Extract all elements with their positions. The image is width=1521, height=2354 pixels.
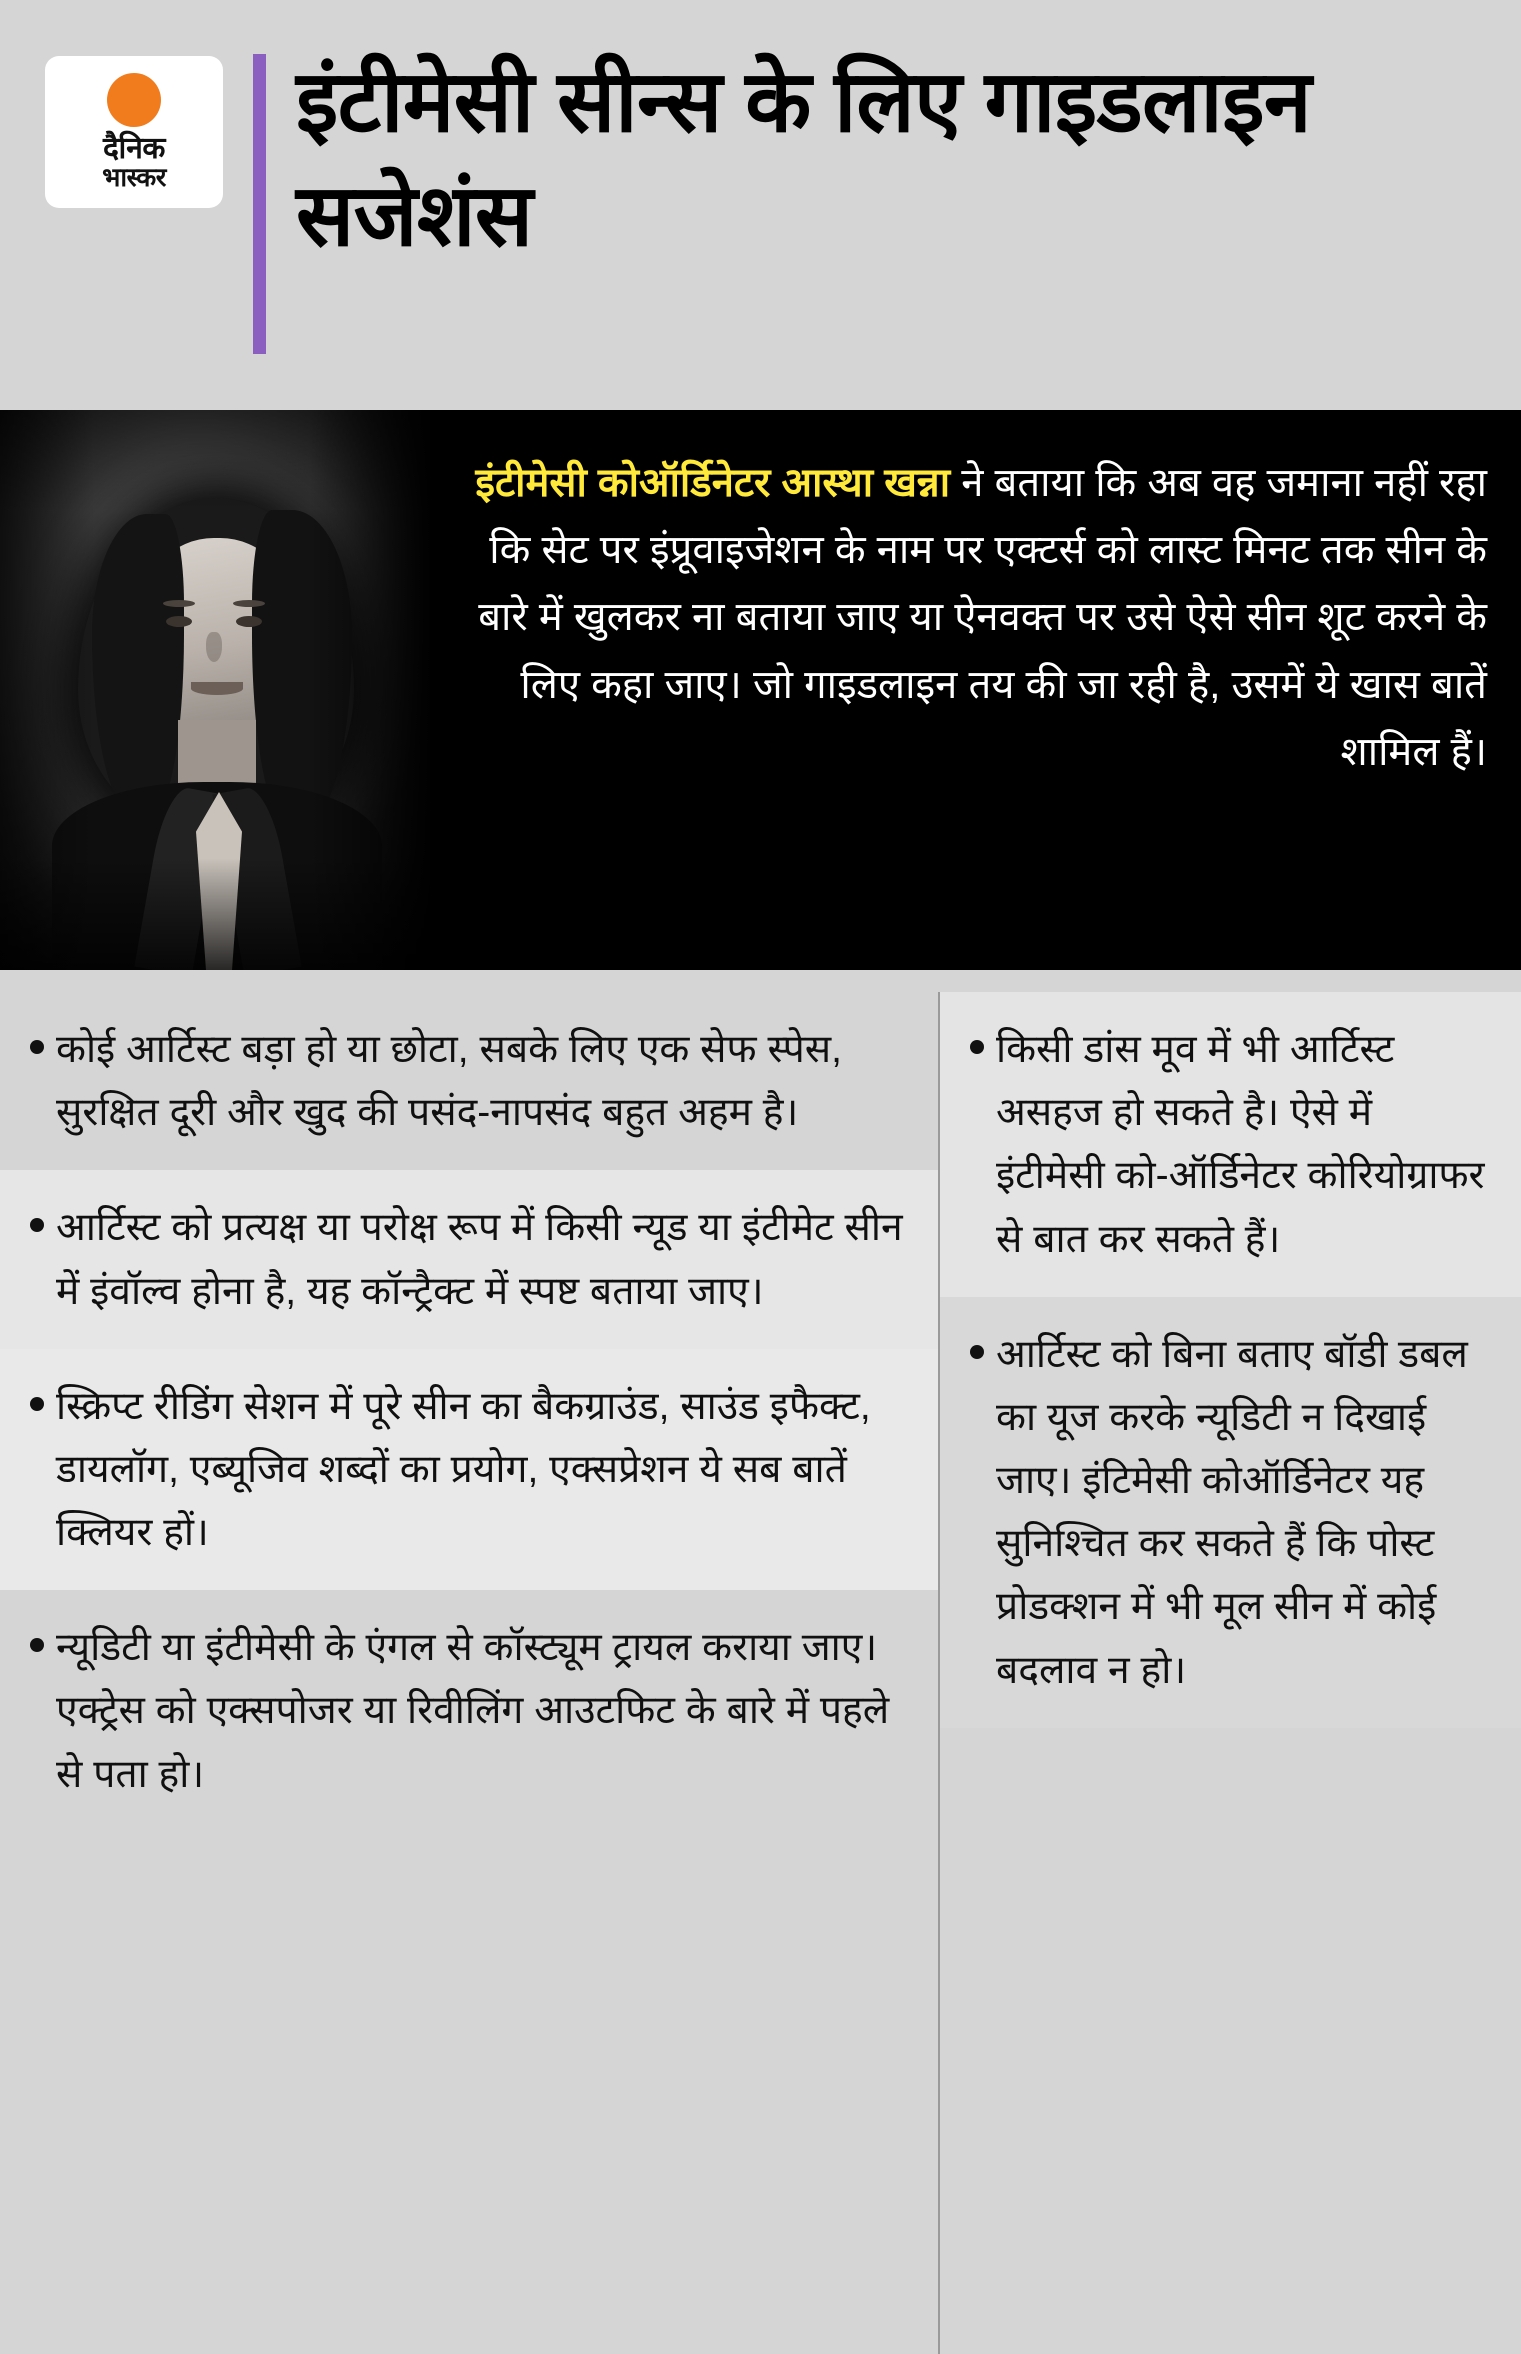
- list-item-text: आर्टिस्ट को बिना बताए बॉडी डबल का यूज करके न्यूडिटी न दिखाई जाए। इंटिमेसी कोऑर्डिनेटर यह सुनिश्चित कर सकते हैं कि पोस्ट प्रोडक्शन में भी मूल सीन में कोई बदलाव न हो।: [996, 1332, 1468, 1692]
- accent-bar: [253, 54, 266, 354]
- brand-logo: [45, 56, 223, 208]
- bullet-icon: [970, 1345, 984, 1359]
- bullet-icon: [30, 1638, 44, 1652]
- list-item: [0, 1349, 938, 1591]
- sun-icon: [107, 73, 161, 127]
- list-item-text: किसी डांस मूव में भी आर्टिस्ट असहज हो सकते है। ऐसे में इंटीमेसी को-ऑर्डिनेटर कोरियोग्राफर से बात कर सकते हैं।: [996, 1028, 1485, 1261]
- list-item-text: कोई आर्टिस्ट बड़ा हो या छोटा, सबके लिए एक सेफ स्पेस, सुरक्षित दूरी और खुद की पसंद-नापसंद बहुत अहम है।: [56, 1028, 842, 1135]
- list-item-text: आर्टिस्ट को प्रत्यक्ष या परोक्ष रूप में किसी न्यूड या इंटीमेट सीन में इंवॉल्व होना है, यह कॉन्ट्रैक्ट में स्पष्ट बताया जाए।: [56, 1206, 903, 1313]
- list-item-text: स्क्रिप्ट रीडिंग सेशन में पूरे सीन का बैकग्राउंड, साउंड इफैक्ट, डायलॉग, एब्यूजिव शब्दों का प्रयोग, एक्सप्रेशन ये सब बातें क्लियर हों।: [56, 1384, 871, 1555]
- brand-logo-line1: दैनिक: [103, 131, 165, 165]
- points-section: [0, 970, 1521, 2354]
- list-item: [0, 992, 938, 1170]
- header: [0, 0, 1521, 410]
- list-item: [0, 1590, 938, 1832]
- list-item: [0, 1170, 938, 1348]
- points-column-left: [0, 992, 940, 2354]
- portrait-image: [0, 410, 430, 970]
- brand-logo-line2: भास्कर: [102, 162, 166, 193]
- bullet-icon: [30, 1397, 44, 1411]
- intro-text: [430, 410, 1521, 970]
- intro-highlight: इंटीमेसी कोऑर्डिनेटर आस्था खन्ना: [475, 461, 951, 505]
- page-title: इंटीमेसी सीन्स के लिए गाइडलाइन सजेशंस: [296, 54, 1312, 264]
- list-item: [940, 992, 1521, 1297]
- intro-band: [0, 410, 1521, 970]
- bullet-icon: [30, 1040, 44, 1054]
- list-item-text: न्यूडिटी या इंटीमेसी के एंगल से कॉस्ट्यूम ट्रायल कराया जाए। एक्ट्रेस को एक्सपोजर या रिवीलिंग आउटफिट के बारे में पहले से पता हो।: [56, 1626, 890, 1796]
- list-item: [940, 1297, 1521, 1728]
- intro-body: ने बताया कि अब वह जमाना नहीं रहा कि सेट पर इंप्रूवाइजेशन के नाम पर एक्टर्स को लास्ट मिनट तक सीन के बारे में खुलकर ना बताया जाए या ऐनवक्त पर उसे ऐसे सीन शूट करने के लिए कहा जाए। जो गाइडलाइन तय की जा रही है, उसमें ये खास बातें शामिल हैं।: [478, 461, 1487, 774]
- bullet-icon: [970, 1040, 984, 1054]
- points-column-right: [940, 992, 1521, 2354]
- bullet-icon: [30, 1218, 44, 1232]
